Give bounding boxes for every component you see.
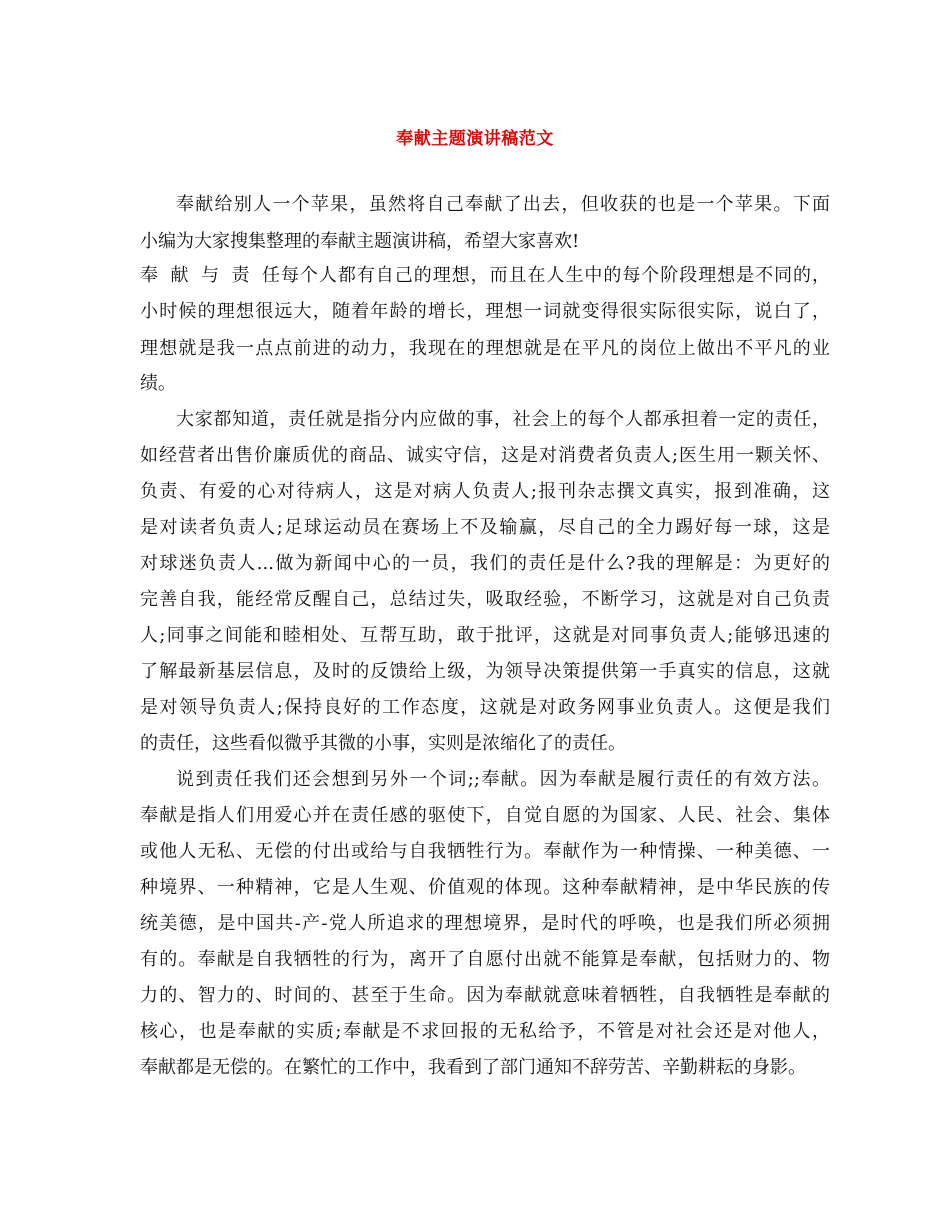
paragraph-line: 了解最新基层信息，及时的反馈给上级，为领导决策提供第一手真实的信息，这就	[140, 661, 830, 682]
paragraph-line: 大家都知道，责任就是指分内应做的事，社会上的每个人都承担着一定的责任，	[176, 409, 830, 430]
paragraph-line: 核心，也是奉献的实质;奉献是不求回报的无私给予，不管是对社会还是对他人，	[140, 1021, 830, 1042]
intro-line: 小编为大家搜集整理的奉献主题演讲稿，希望大家喜欢!	[140, 231, 580, 252]
paragraph-line: 或他人无私、无偿的付出或给与自我牺牲行为。奉献作为一种情操、一种美德、一	[140, 841, 830, 862]
paragraph-line: 完善自我，能经常反醒自己，总结过失，吸取经验，不断学习，这就是对自己负责	[140, 589, 830, 610]
paragraph-line: 有的。奉献是自我牺牲的行为，离开了自愿付出就不能算是奉献，包括财力的、物	[140, 949, 830, 970]
paragraph-line: 对球迷负责人...做为新闻中心的一员，我们的责任是什么?我的理解是：为更好的	[140, 553, 830, 574]
paragraph-line: 奉献都是无偿的。在繁忙的工作中，我看到了部门通知不辞劳苦、辛勤耕耘的身影。	[140, 1057, 806, 1078]
section-line: 小时候的理想很远大，随着年龄的增长，理想一词就变得很实际很实际，说白了，	[140, 301, 830, 322]
paragraph-line: 是对读者负责人;足球运动员在赛场上不及输赢，尽自己的全力踢好每一球，这是	[140, 517, 830, 538]
paragraph-line: 的责任，这些看似微乎其微的小事，实则是浓缩化了的责任。	[140, 733, 626, 754]
paragraph-line: 说到责任我们还会想到另外一个词;;奉献。因为奉献是履行责任的有效方法。	[176, 769, 830, 790]
paragraph-line: 如经营者出售价廉质优的商品、诚实守信，这是对消费者负责人;医生用一颗关怀、	[140, 445, 830, 466]
paragraph-line: 奉献是指人们用爱心并在责任感的驱使下，自觉自愿的为国家、人民、社会、集体	[140, 805, 830, 826]
section-text: 每个人都有自己的理想，而且在人生中的每个阶段理想是不同的，	[280, 265, 830, 286]
paragraph-line: 力的、智力的、时间的、甚至于生命。因为奉献就意味着牺牲，自我牺牲是奉献的	[140, 985, 830, 1006]
paragraph-line: 负责、有爱的心对待病人，这是对病人负责人;报刊杂志撰文真实，报到准确，这	[140, 481, 830, 502]
intro-line: 奉献给别人一个苹果，虽然将自己奉献了出去，但收获的也是一个苹果。下面	[176, 194, 830, 215]
paragraph-line: 是对领导负责人;保持良好的工作态度，这就是对政务网事业负责人。这便是我们	[140, 697, 830, 718]
section-first-line	[140, 264, 830, 288]
paragraph-line: 人;同事之间能和睦相处、互帮互助，敢于批评，这就是对同事负责人;能够迅速的	[140, 625, 830, 646]
document-title: 奉献主题演讲稿范文	[396, 129, 554, 149]
paragraph-line: 统美德，是中国共-产-党人所追求的理想境界，是时代的呼唤，也是我们所必须拥	[140, 913, 830, 934]
paragraph-line: 种境界、一种精神，它是人生观、价值观的体现。这种奉献精神，是中华民族的传	[140, 877, 830, 898]
section-heading: 奉献与责任	[140, 265, 280, 286]
section-line: 理想就是我一点点前进的动力，我现在的理想就是在平凡的岗位上做出不平凡的业	[140, 338, 830, 359]
section-line: 绩。	[140, 373, 176, 394]
